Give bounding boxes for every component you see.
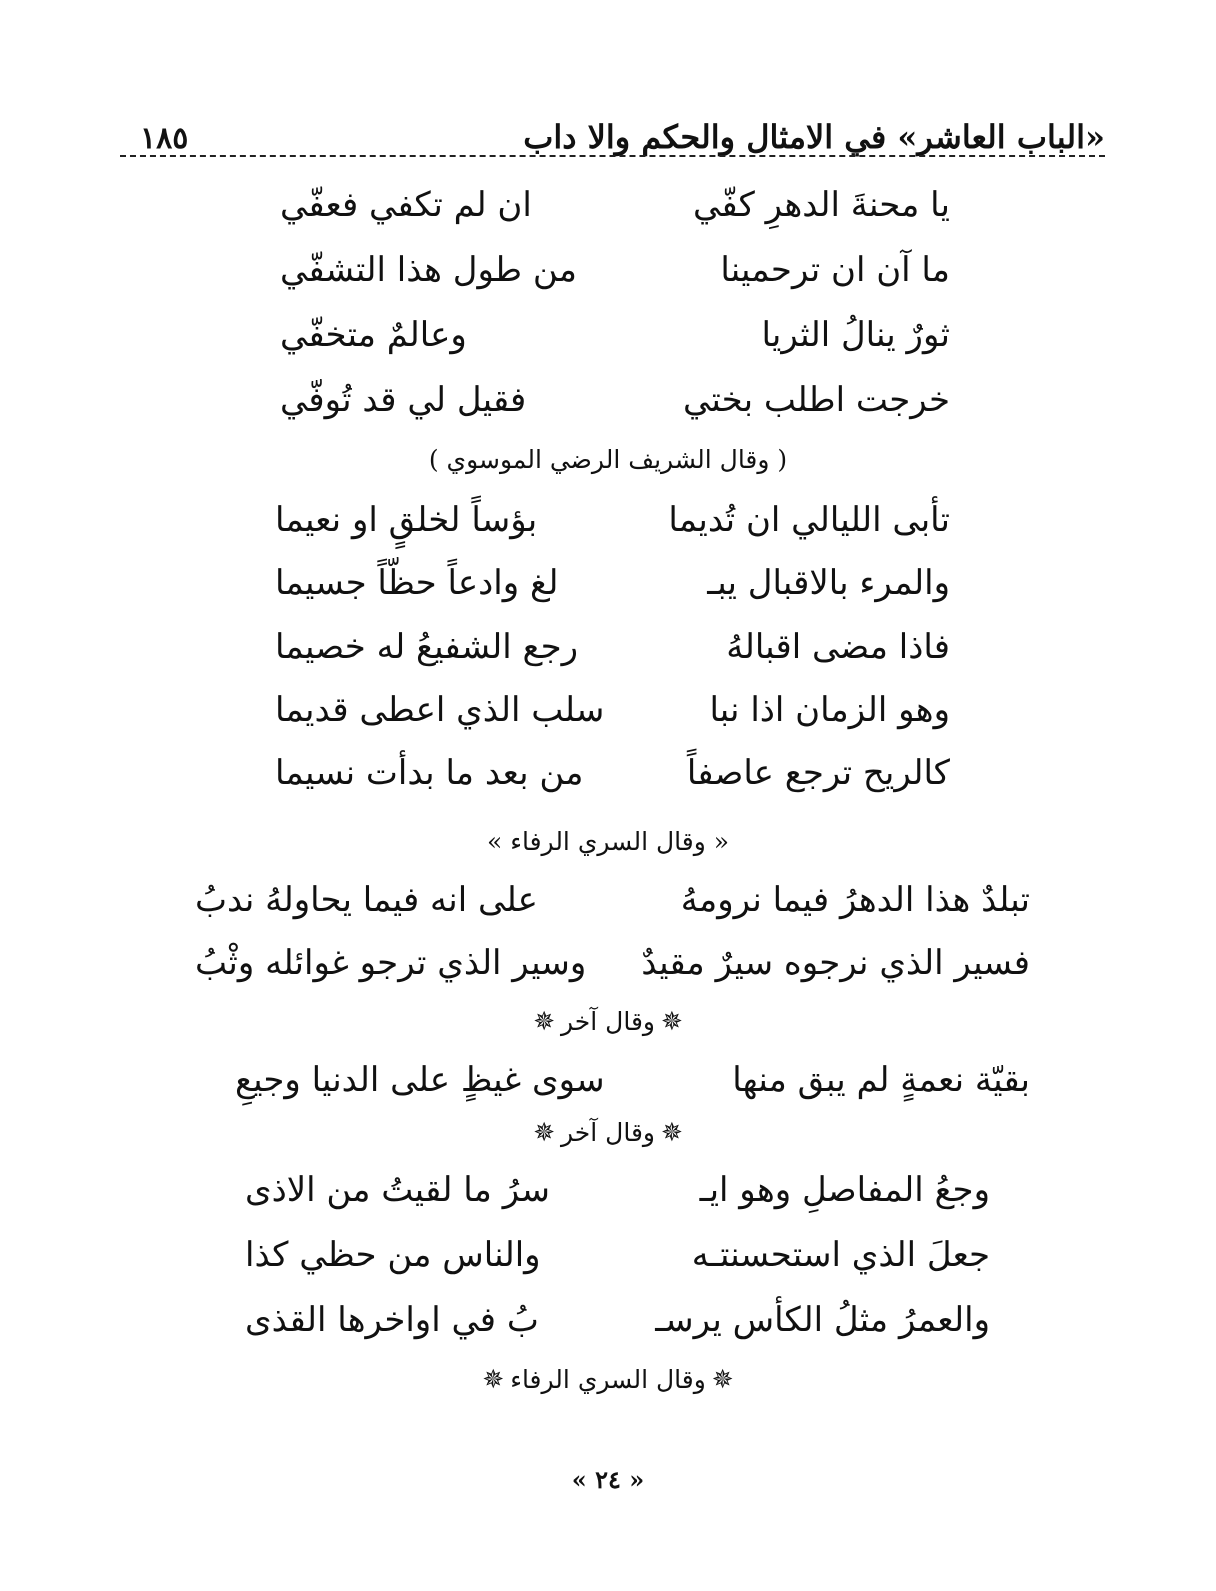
star-ornament-icon: ✵ xyxy=(533,1118,556,1148)
page-number: ١٨٥ xyxy=(140,121,189,156)
verse-line xyxy=(245,1165,990,1215)
verse-first-hemistich: ثورٌ ينالُ الثريا xyxy=(761,315,950,355)
verse-second-hemistich: رجع الشفيعُ له خصيما xyxy=(275,627,579,667)
header-divider xyxy=(120,155,1105,157)
verse-second-hemistich: سوى غيظٍ على الدنيا وجيعِ xyxy=(235,1060,605,1100)
signature-mark: « ٢٤ » xyxy=(571,1465,645,1494)
verse-first-hemistich: وجعُ المفاصلِ وهو ايـ xyxy=(699,1170,990,1210)
verse-second-hemistich: لغ وادعاً حظّاً جسيما xyxy=(275,563,559,603)
running-title: «الباب العاشر» في الامثال والحكم والا داب xyxy=(523,118,1105,156)
verse-second-hemistich: وسير الذي ترجو غوائله وثْبُ xyxy=(195,943,587,983)
verse-line xyxy=(195,875,1030,925)
section-heading xyxy=(0,1118,1216,1148)
section-heading-text: وقال السري الرفاء xyxy=(510,1365,706,1394)
verse-first-hemistich: فسير الذي نرجوه سيرٌ مقيدٌ xyxy=(641,943,1030,983)
verse-second-hemistich: بؤساً لخلقٍ او نعيما xyxy=(275,500,538,540)
verse-line xyxy=(280,375,950,425)
verse-first-hemistich: خرجت اطلب بختي xyxy=(683,380,950,420)
verse-second-hemistich: من طول هذا التشفّي xyxy=(280,250,578,290)
star-ornament-icon: ✵ xyxy=(711,1365,734,1395)
verse-second-hemistich: وعالمٌ متخفّي xyxy=(280,315,467,355)
verse-first-hemistich: وهو الزمان اذا نبا xyxy=(709,690,950,730)
verse-line xyxy=(275,558,950,608)
star-ornament-icon: ✵ xyxy=(660,1118,683,1148)
verse-line xyxy=(275,622,950,672)
section-heading: ( وقال الشريف الرضي الموسوي ) xyxy=(428,445,788,474)
verse-second-hemistich: والناس من حظي كذا xyxy=(245,1235,541,1275)
verse-line xyxy=(275,748,950,798)
star-ornament-icon: ✵ xyxy=(482,1365,505,1395)
verse-first-hemistich: تأبى الليالي ان تُديما xyxy=(668,500,950,540)
verse-first-hemistich: فاذا مضى اقبالهُ xyxy=(726,627,950,667)
verse-first-hemistich: جعلَ الذي استحسنتـه xyxy=(691,1235,990,1275)
verse-first-hemistich: والمرء بالاقبال يبـ xyxy=(707,563,950,603)
verse-line xyxy=(280,180,950,230)
verse-line xyxy=(280,245,950,295)
verse-line xyxy=(280,310,950,360)
verse-line xyxy=(195,938,1030,988)
verse-second-hemistich: ان لم تكفي فعفّي xyxy=(280,185,532,225)
verse-line xyxy=(245,1295,990,1345)
verse-line xyxy=(275,685,950,735)
verse-line xyxy=(245,1230,990,1280)
verse-first-hemistich: ما آن ان ترحمينا xyxy=(720,250,950,290)
verse-first-hemistich: بقيّة نعمةٍ لم يبق منها xyxy=(732,1060,1030,1100)
section-heading-text: وقال آخر xyxy=(561,1007,655,1036)
verse-second-hemistich: من بعد ما بدأت نسيما xyxy=(275,753,584,793)
verse-first-hemistich: تبلدٌ هذا الدهرُ فيما نرومهُ xyxy=(680,880,1030,920)
verse-first-hemistich: والعمرُ مثلُ الكأس يرسـ xyxy=(655,1300,990,1340)
verse-second-hemistich: بُ في اواخرها القذى xyxy=(245,1300,539,1340)
section-heading xyxy=(0,1007,1216,1037)
verse-second-hemistich: فقيل لي قد تُوفّي xyxy=(280,380,527,420)
section-heading xyxy=(0,1365,1216,1395)
section-heading: « وقال السري الرفاء » xyxy=(486,827,730,856)
verse-second-hemistich: سلب الذي اعطى قديما xyxy=(275,690,605,730)
verse-line xyxy=(275,495,950,545)
star-ornament-icon: ✵ xyxy=(533,1007,556,1037)
section-heading-text: وقال آخر xyxy=(561,1118,655,1147)
verse-second-hemistich: على انه فيما يحاولهُ ندبُ xyxy=(195,880,538,920)
star-ornament-icon: ✵ xyxy=(660,1007,683,1037)
verse-first-hemistich: كالريح ترجع عاصفاً xyxy=(686,753,950,793)
verse-second-hemistich: سرُ ما لقيتُ من الاذى xyxy=(245,1170,550,1210)
page-header xyxy=(120,96,1105,156)
verse-line xyxy=(235,1055,1030,1105)
verse-first-hemistich: يا محنةَ الدهرِ كفّي xyxy=(693,185,950,225)
